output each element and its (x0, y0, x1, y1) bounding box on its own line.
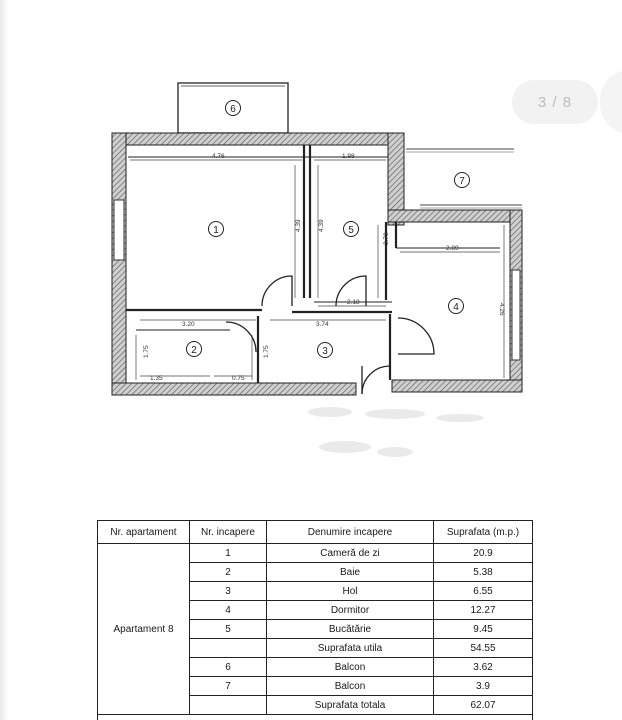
room-nr-cell: 1 (190, 544, 267, 563)
header-room-name: Denumire incapere (267, 521, 434, 544)
room-name-cell: Cameră de zi (267, 544, 434, 563)
header-room-number: Nr. incapere (190, 521, 267, 544)
dim-kitchen-height: 3.79 (383, 232, 390, 245)
room-number-3: 3 (322, 346, 328, 357)
room-number-7: 7 (459, 176, 465, 187)
room-area-cell: 20.9 (434, 544, 533, 563)
room-area-cell: 9.45 (434, 620, 533, 639)
dim-hall-width: 3.74 (316, 321, 329, 328)
room-area-cell: 5.38 (434, 563, 533, 582)
room-name-cell: Suprafata totala (267, 696, 434, 715)
apartment-cell: Apartament 8 (98, 544, 190, 715)
dim-hall-door: 2.18 (347, 299, 360, 306)
room-number-2: 2 (191, 345, 197, 356)
room-nr-cell: 4 (190, 601, 267, 620)
room-area-cell: 3.9 (434, 677, 533, 696)
interior-walls (126, 145, 500, 383)
room-nr-cell: 3 (190, 582, 267, 601)
room-nr-cell: 2 (190, 563, 267, 582)
dim-living-width: 4.76 (212, 153, 225, 160)
header-area: Suprafata (m.p.) (434, 521, 533, 544)
page-indicator: 3 / 8 (512, 80, 598, 124)
table-header-row (98, 521, 533, 544)
dim-bath-bottom-b: 0.75 (232, 375, 245, 382)
area-table (97, 520, 533, 720)
room-name-cell: Dormitor (267, 601, 434, 620)
room-number-6: 6 (230, 104, 236, 115)
header-apartment: Nr. apartament (98, 521, 190, 544)
room-name-cell: Bucătărie (267, 620, 434, 639)
room-nr-cell: 5 (190, 620, 267, 639)
room-area-cell: 12.27 (434, 601, 533, 620)
table-row (98, 544, 533, 563)
dim-kitchen-width: 1.98 (342, 153, 355, 160)
dim-bedroom-height: 4.26 (498, 303, 505, 316)
room-area-cell: 3.62 (434, 658, 533, 677)
dim-wall-height-a: 4.39 (295, 219, 302, 232)
room-area-cell: 62.07 (434, 696, 533, 715)
room-area-cell: 54.55 (434, 639, 533, 658)
watermark-smudge (308, 407, 484, 457)
room-nr-cell: 7 (190, 677, 267, 696)
room-name-cell: Hol (267, 582, 434, 601)
room-nr-cell (190, 696, 267, 715)
room-nr-cell (190, 639, 267, 658)
windows (114, 200, 520, 360)
room-name-cell: Balcon (267, 658, 434, 677)
dim-bath-width: 3.20 (182, 321, 195, 328)
room-name-cell: Suprafata utila (267, 639, 434, 658)
room-number-4: 4 (453, 302, 459, 313)
dim-bath-height-right: 1.75 (263, 345, 270, 358)
dim-bath-bottom-a: 1.35 (150, 375, 163, 382)
dim-bath-height-left: 1.75 (143, 345, 150, 358)
room-name-cell: Baie (267, 563, 434, 582)
dimension-lines (130, 160, 504, 380)
table-tail-row (98, 715, 533, 720)
room-area-cell: 6.55 (434, 582, 533, 601)
room-number-5: 5 (348, 225, 354, 236)
dim-bedroom-width: 2.89 (446, 245, 459, 252)
room-number-1: 1 (213, 225, 219, 236)
table-tail-cell (98, 715, 533, 720)
dim-wall-height-b: 4.39 (318, 219, 325, 232)
room-nr-cell: 6 (190, 658, 267, 677)
room-name-cell: Balcon (267, 677, 434, 696)
